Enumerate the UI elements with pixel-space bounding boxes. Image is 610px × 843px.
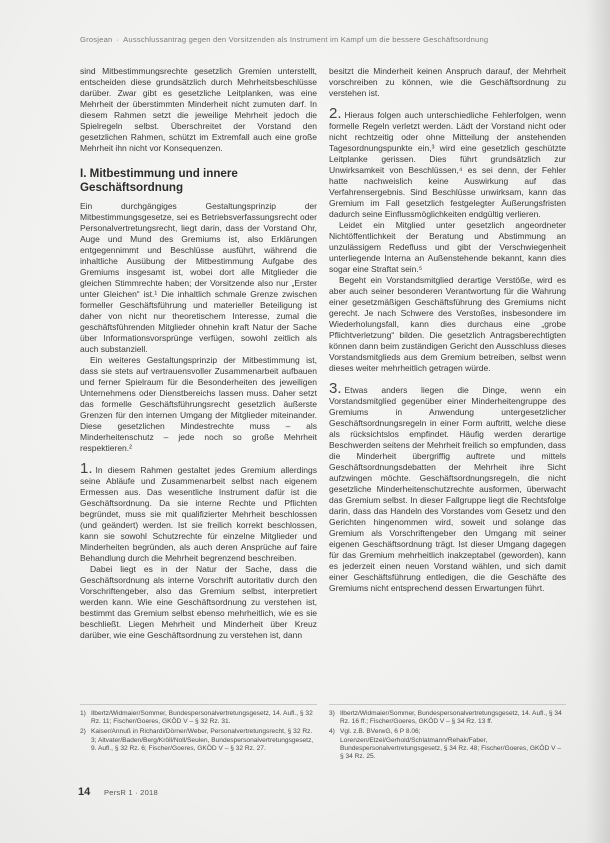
body-paragraph: Begeht ein Vorstandsmitglied derartige Verstöße, wird es aber auch seiner besonderen Verantwortung für die Wahrung einer gesetzmäßigen Geschäftsführung des Gremiums nicht gerecht. Je nach Schwere des Verstoßes, insbesondere im Wiederholungsfall, kann dies durchaus eine „grobe Pflichtverletzung“ bilden. Die gesetzlich Antragsberechtigten können dann beim zuständigen Gericht den Ausschluss dieses Vorstandsmitglieds aus dem Gremium betreiben, selbst wenn dieses weiter mehrheitlich getragen würde. bbox=[329, 275, 566, 373]
paragraph-number: 2. bbox=[329, 105, 342, 122]
footnotes-left bbox=[80, 704, 317, 755]
footnote bbox=[329, 710, 566, 726]
paragraph-number: 3. bbox=[329, 380, 342, 397]
footnote-text: Vgl. z.B. BVerwG, 6 P 8.06; Lorenzen/Etzel/Gerhold/Schlatmann/Rehak/Faber, Bundespersonalvertretungsgesetz, § 34 Rz. 48; Fischer/Goeres, GKÖD V – § 34 Rz. 25. bbox=[340, 728, 562, 761]
running-header-title: Ausschlussantrag gegen den Vorsitzenden als Instrument im Kampf um die bessere Geschäftsordnung bbox=[123, 35, 489, 44]
body-paragraph: Dabei liegt es in der Natur der Sache, dass die Geschäftsordnung als interne Vorschrift autoritativ durch den Vorschriftengeber, also das Gremium selbst, interpretiert werden kann. Wie eine Geschäftsordnung zu verstehen ist, bestimmt das Gremium selbst ebenso mehrheitlich, wie es sie beschließt. Liegen Mehrheit und Minderheit über Kreuz darüber, wie eine Geschäftsordnung zu verstehen ist, dann bbox=[80, 564, 317, 640]
numbered-paragraph-text: Etwas anders liegen die Dinge, wenn ein Vorstandsmitglied gegenüber einer Minderheitengruppe des Gremiums in Anwendung untergesetzlicher Geschäftsordnungsregeln in einer Form auftritt, welche diese als rücksichtslos empfindet. Häufig werden derartige Beschwerden seitens der Mehrheit freilich so empfunden, dass die Minderheit übergriffig auftrete und mittels Geschäftsordnungsdebatten der Mehrheit ihre Sicht aufzwingen möchte. Geschäftsordnungsregeln, die nicht gesetzliche Minderheitenschutzrechte ausformen, überwacht das Gremium selbst. In dieser Fallgruppe liegt die Rechtsfolge darin, dass das Handeln des Vorstandes vom Gesetz und den Gerichten hingenommen wird, soweit und solange das Gremium als Vorschriftengeber den Umgang mit seiner eigenen Geschäftsordnung trägt. Ist dieser Umgang dagegen für das Gremium mehrheitlich inakzeptabel (geworden), kann es jederzeit einen neuen Vorstand wählen, und sich damit einer Geschäftsführung entledigen, die die Geschäfte des Gremiums nicht entsprechend dessen Erwartungen führt. bbox=[329, 385, 566, 593]
paragraph-number: 1. bbox=[80, 460, 93, 477]
footnote-mark: 4) bbox=[329, 728, 335, 736]
numbered-paragraph-3 bbox=[329, 380, 566, 594]
footnote-mark: 1) bbox=[80, 710, 86, 717]
running-header-author: Grosjean bbox=[80, 35, 113, 44]
running-header bbox=[80, 35, 488, 45]
footnote-text: Ilbertz/Widmaier/Sommer, Bundespersonalvertretungsgesetz, 14. Aufl., § 34 Rz. 16 ff.; Fischer/Goeres, GKÖD V – § 34 Rz. 13 ff. bbox=[340, 710, 562, 726]
section-heading: I. Mitbestimmung und innere Geschäftsordnung bbox=[80, 167, 238, 194]
numbered-paragraph-text: In diesem Rahmen gestaltet jedes Gremium allerdings seine Abläufe und Zusammenarbeit selbst nach eigenem Ermessen aus. Das wesentliche Instrument dafür ist die Geschäftsordnung. Da sie interne Rechte und Pflichten begründet, muss sie mit qualifizierter Mehrheit beschlossen (und geändert) werden. Ist sie freilich korrekt beschlossen, kann sie sowohl Schutzrechte für einzelne Mitglieder und Minderheiten begründen, als auch deren Ansprüche auf faire Behandlung durch die Mehrheit begrenzend beschreiben. bbox=[80, 465, 317, 563]
body-paragraph: Leidet ein Mitglied unter gesetzlich angeordneter Nichtöffentlichkeit der Beratung und Abstimmung an unzulässigem Redefluss und gibt der Verschwiegenheit unterliegende Interna an Außenstehende bekannt, kann dies sogar eine Straftat sein.⁵ bbox=[329, 220, 566, 274]
footnotes-right bbox=[329, 704, 566, 763]
page-number: 14 bbox=[78, 786, 91, 798]
footnote-mark: 3) bbox=[329, 710, 335, 717]
left-text-column bbox=[80, 66, 317, 641]
footnote bbox=[80, 728, 317, 753]
numbered-paragraph-1 bbox=[80, 460, 317, 564]
body-paragraph: besitzt die Minderheit keinen Anspruch darauf, der Mehrheit vorschreiben zu können, wie die Geschäftsordnung zu verstehen ist. bbox=[329, 66, 566, 98]
footnote bbox=[329, 728, 566, 761]
body-paragraph: Ein weiteres Gestaltungsprinzip der Mitbestimmung ist, dass sie stets auf vertrauensvoller Zusammenarbeit aufbauen und ferner Spielraum für die Besonderheiten des jeweiligen Unternehmens oder Dienstbereichs lassen muss. Daher setzt das formelle Geschäftsführungsrecht gesetzlich äußerste Grenzen für den internen Umgang der Mitglieder miteinander. Diese gesetzlichen Mindestrechte muss – als Minderheitenschutz – jede noch so große Mehrheit respektieren.² bbox=[80, 355, 317, 453]
footnote-text: Kaiser/Annuß in Richardi/Dörner/Weber, Personalvertretungsrecht, § 32 Rz. 3; Altvater/Baden/Berg/Kröll/Noll/Seulen, Bundespersonalvertretungsgesetz, 9. Aufl., § 32 Rz. 6; Fischer/Goeres, GKÖD V – § 32 Rz. 27. bbox=[91, 728, 314, 752]
numbered-paragraph-text: Hieraus folgen auch unterschiedliche Fehlerfolgen, wenn formelle Regeln verletzt werden. Lädt der Vorstand nicht oder nicht rechtzeitig oder ohne Mitteilung der anstehenden Tagesordnungspunkte ein,³ wird eine gesetzlich geschützte Leitplanke gerissen. Dies führt grundsätzlich zur Unwirksamkeit von Beschlüssen,⁴ es sei denn, der Fehler hatte nachweislich keine Auswirkung auf das Verfahrensergebnis. Sind Beschlüsse unwirksam, kann das Gremium im Fall gesetzlich festgelegter Äußerungsfristen dadurch seine Einflussmöglichkeiten endgültig verlieren. bbox=[329, 110, 566, 219]
running-header-separator: · bbox=[116, 35, 120, 44]
footnote-text: Ilbertz/Widmaier/Sommer, Bundespersonalvertretungsgesetz, 14. Aufl., § 32 Rz. 11; Fischer/Goeres, GKÖD V – § 32 Rz. 31. bbox=[91, 710, 313, 726]
footnote-mark: 2) bbox=[80, 728, 86, 736]
right-text-column bbox=[329, 66, 566, 594]
footnote bbox=[80, 710, 317, 726]
body-paragraph: Ein durchgängiges Gestaltungsprinzip der Mitbestimmungsgesetze, sei es Betriebsverfassungsrecht oder Personalvertretungsrecht, liegt darin, dass der Vorstand Ohr, Auge und Mund des Gremiums ist, also Erklärungen entgegennimmt und Beschlüsse ausführt, während die inhaltliche Ausübung der Mitbestimmung Aufgabe des Gremiums insgesamt ist, wobei dort alle Mitglieder die gleichen Stimmrechte haben; der Vorsitzende also nur „Erster unter Gleichen“ ist.¹ Die inhaltlich schmale Grenze zwischen formeller Geschäftsführung und materieller Beteiligung ist daher von nicht nur theoretischem Interesse, zumal die geschäftsführenden Mitglieder ohnehin kraft Natur der Sache über Informationsvorsprünge verfügen, sowohl zeitlich als auch substanziell. bbox=[80, 201, 317, 354]
body-paragraph: sind Mitbestimmungsrechte gesetzlich Gremien unterstellt, entscheiden diese grundsätzlich durch Mehrheitsbeschlüsse darüber. Zwar gibt es gesetzliche Leitplanken, was eine Mehrheit der überstimmten Minderheit nicht zumuten darf. In diesem Rahmen setzt die jeweilige Mehrheit jedoch die Spielregeln selbst. Überschreitet der Vorstand den gesetzlichen Rahmen, schützt im Extremfall auch eine große Mehrheit ihn nicht vor Konsequenzen. bbox=[80, 66, 317, 153]
numbered-paragraph-2 bbox=[329, 105, 566, 220]
journal-issue: PersR 1 · 2018 bbox=[104, 788, 158, 797]
